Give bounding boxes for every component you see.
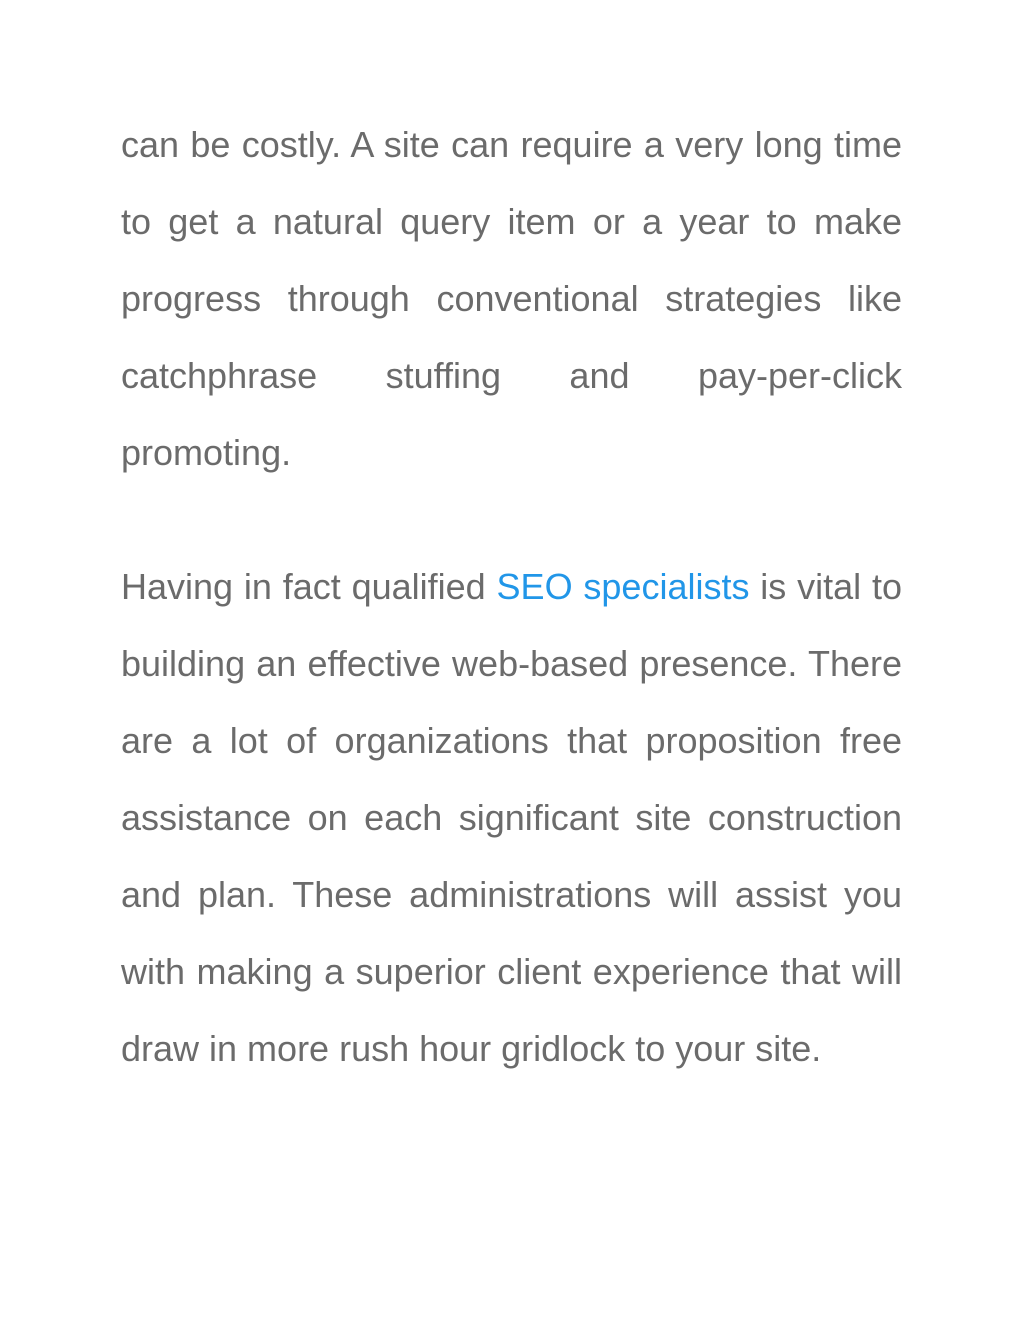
paragraph-2-text-before-link: Having in fact qualified: [121, 566, 497, 607]
seo-specialists-link[interactable]: SEO specialists: [496, 566, 750, 607]
body-paragraph-1: can be costly. A site can require a very long time to get a natural query item or a year to make progress through conventional strategies like catchphrase stuffing and pay-per-click promoting.: [121, 124, 902, 473]
paragraph-2-text-after-link: is vital to building an effective web-based presence. There are a lot of organizations that proposition free assistance on each significant site construction and plan. These administrations will assist you with making a superior client experience that will draw in more rush hour gridlock to your site.: [121, 566, 903, 1069]
body-paragraph-2: [121, 548, 902, 1087]
